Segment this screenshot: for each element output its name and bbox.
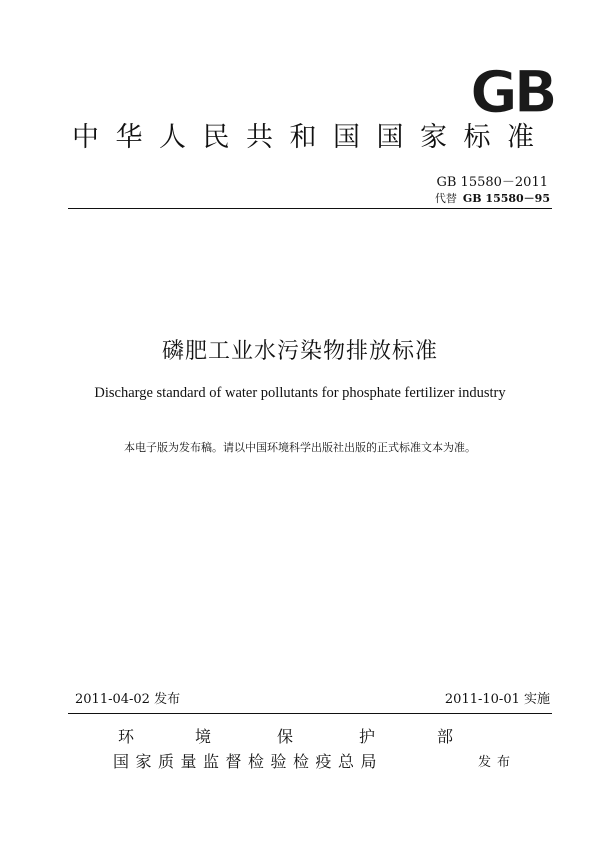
replaces-number: GB 15580－95 — [462, 192, 550, 205]
national-standard-title: 中华人民共和国国家标准 — [72, 122, 551, 153]
issuer-1-char: 境 — [195, 727, 212, 746]
replaces-line — [435, 192, 550, 206]
edition-notice: 本电子版为发布稿。请以中国环境科学出版社出版的正式标准文本为准。 — [124, 441, 476, 454]
gb-logo — [458, 60, 566, 120]
gb-logo-text: GB — [470, 60, 554, 120]
title-chinese: 磷肥工业水污染物排放标准 — [161, 339, 438, 364]
standard-number: GB 15580－2011 — [436, 175, 548, 190]
replaces-label: 代替 — [434, 192, 457, 205]
issuer-1-char: 环 — [118, 727, 135, 746]
footer-divider — [68, 713, 552, 714]
issuer-1-char: 护 — [359, 727, 376, 746]
issuer-1-char: 保 — [277, 727, 294, 746]
implementation-date: 2011-10-01 实施 — [444, 692, 550, 707]
header-divider — [68, 208, 552, 209]
title-english: Discharge standard of water pollutants for phosphate fertilizer industry — [94, 385, 506, 401]
issue-word: 发布 — [478, 755, 517, 770]
issuer-2: 国家质量监督检验检疫总局 — [113, 752, 384, 771]
issuer-1-char: 部 — [437, 727, 454, 746]
issue-date: 2011-04-02 发布 — [75, 692, 181, 707]
